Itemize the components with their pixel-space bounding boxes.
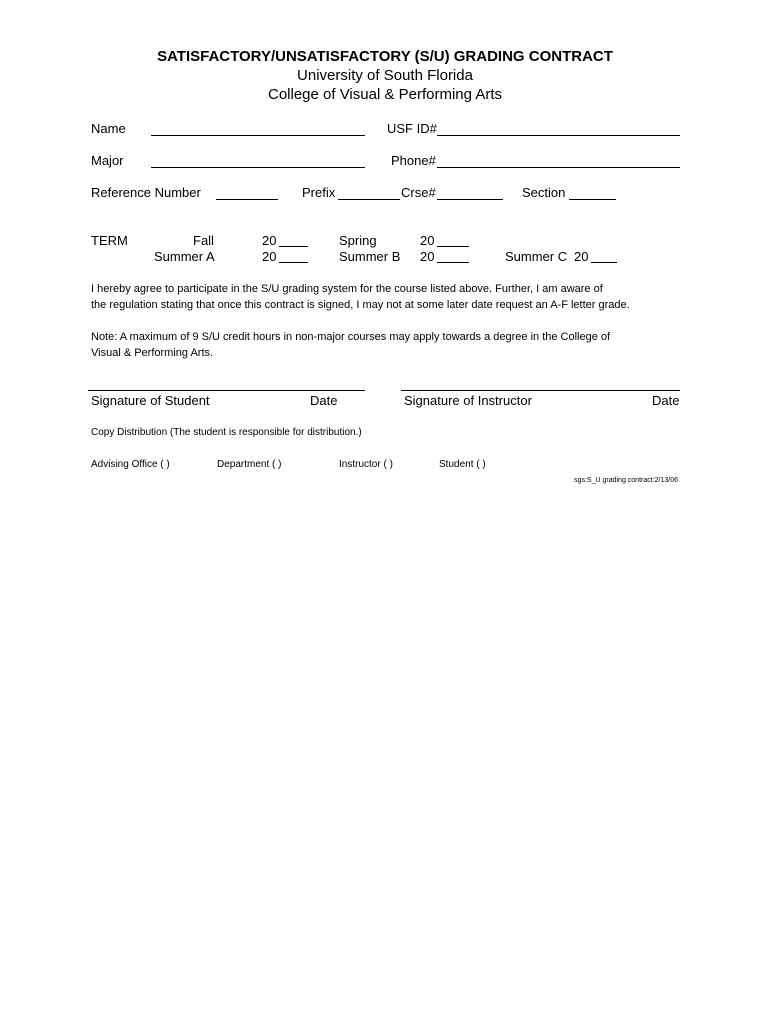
summer-a-year-field[interactable]	[279, 262, 308, 263]
crse-field[interactable]	[437, 199, 503, 200]
fall-year-prefix: 20	[262, 233, 277, 248]
summer-c-year-field[interactable]	[591, 262, 617, 263]
form-title: SATISFACTORY/UNSATISFACTORY (S/U) GRADING CONTRACT	[157, 48, 613, 65]
spring-year-field[interactable]	[437, 246, 469, 247]
spring-year-prefix: 20	[420, 233, 435, 248]
student-checkbox[interactable]: Student ( )	[439, 459, 486, 470]
student-signature-field[interactable]	[88, 390, 365, 391]
term-summer-b-label: Summer B	[339, 249, 401, 264]
term-spring-label: Spring	[339, 233, 377, 248]
agreement-line-2: the regulation stating that once this contract is signed, I may not at some later date request an A-F letter grade.	[91, 299, 630, 311]
form-revision-code: sgs:S_U grading contract:2/13/06	[574, 477, 678, 484]
instructor-checkbox[interactable]: Instructor ( )	[339, 459, 393, 470]
summer-c-year-prefix: 20	[574, 249, 589, 264]
copy-distribution-heading: Copy Distribution (The student is responsible for distribution.)	[91, 427, 362, 438]
term-summer-c-label: Summer C	[505, 249, 568, 264]
section-label: Section	[522, 185, 566, 200]
term-summer-a-label: Summer A	[154, 249, 215, 264]
term-label: TERM	[91, 233, 128, 248]
summer-b-year-field[interactable]	[437, 262, 469, 263]
name-field[interactable]	[151, 135, 365, 136]
student-signature-label: Signature of Student	[91, 393, 210, 408]
note-line-2: Visual & Performing Arts.	[91, 347, 214, 359]
prefix-field[interactable]	[338, 199, 400, 200]
major-label: Major	[91, 153, 124, 168]
summer-a-year-prefix: 20	[262, 249, 277, 264]
reference-number-label: Reference Number	[91, 185, 201, 200]
crse-label: Crse#	[401, 185, 436, 200]
department-checkbox[interactable]: Department ( )	[217, 459, 282, 470]
section-field[interactable]	[569, 199, 616, 200]
student-date-label: Date	[310, 393, 338, 408]
term-fall-label: Fall	[193, 233, 214, 248]
prefix-label: Prefix	[302, 185, 336, 200]
instructor-date-label: Date	[652, 393, 680, 408]
phone-label: Phone#	[391, 153, 436, 168]
usf-id-label: USF ID#	[387, 121, 437, 136]
note-line-1: Note: A maximum of 9 S/U credit hours in non-major courses may apply towards a degree in the College of	[91, 331, 611, 343]
college-name: College of Visual & Performing Arts	[267, 86, 502, 103]
advising-office-checkbox[interactable]: Advising Office ( )	[91, 459, 170, 470]
usf-id-field[interactable]	[437, 135, 680, 136]
agreement-line-1: I hereby agree to participate in the S/U grading system for the course listed above. Further, I am aware of	[91, 283, 603, 295]
fall-year-field[interactable]	[279, 246, 308, 247]
name-label: Name	[91, 121, 126, 136]
phone-field[interactable]	[437, 167, 680, 168]
university-name: University of South Florida	[297, 67, 473, 84]
reference-number-field[interactable]	[216, 199, 278, 200]
summer-b-year-prefix: 20	[420, 249, 435, 264]
instructor-signature-label: Signature of Instructor	[404, 393, 532, 408]
major-field[interactable]	[151, 167, 365, 168]
instructor-signature-field[interactable]	[401, 390, 680, 391]
